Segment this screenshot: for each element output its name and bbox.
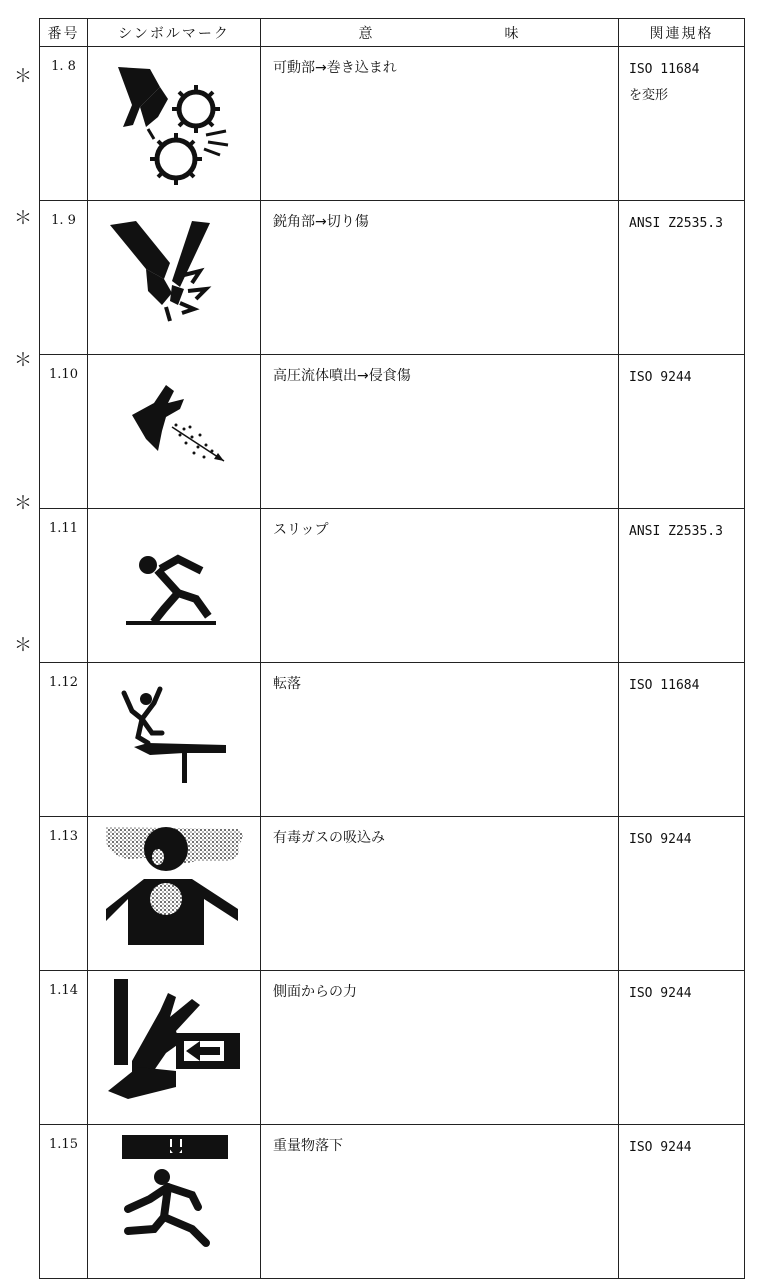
gear-entanglement-icon [88, 47, 261, 201]
header-meaning-part2: 味 [504, 25, 521, 42]
row-number: 1.11 [40, 509, 88, 663]
row-standard: ANSI Z2535.3 [619, 509, 745, 663]
row-number: 1.15 [40, 1125, 88, 1279]
row-marker: ＊ [14, 493, 32, 514]
table-row [40, 201, 745, 355]
row-meaning: 側面からの力 [261, 971, 619, 1125]
toxic-gas-icon [88, 817, 261, 971]
table-row [40, 1125, 745, 1279]
row-number: 1.13 [40, 817, 88, 971]
row-number: 1.14 [40, 971, 88, 1125]
header-standard: 関連規格 [619, 19, 745, 47]
fluid-injection-icon [88, 355, 261, 509]
slip-icon [88, 509, 261, 663]
row-number: 1. 9 [40, 201, 88, 355]
row-standard: ISO 9244 [619, 355, 745, 509]
row-standard: ISO 9244 [619, 971, 745, 1125]
row-meaning: 重量物落下 [261, 1125, 619, 1279]
header-meaning [261, 19, 619, 47]
row-standard: ISO 11684 を変形 [619, 47, 745, 201]
header-meaning-part1: 意 [358, 25, 375, 42]
hand-cut-icon [88, 201, 261, 355]
table-row [40, 971, 745, 1125]
header-row [40, 19, 745, 47]
row-meaning: スリップ [261, 509, 619, 663]
header-number: 番号 [40, 19, 88, 47]
row-marker: ＊ [14, 350, 32, 371]
row-marker: ＊ [14, 66, 32, 87]
row-marker: ＊ [14, 208, 32, 229]
row-meaning: 鋭角部→切り傷 [261, 201, 619, 355]
row-number: 1. 8 [40, 47, 88, 201]
header-symbol: シンボルマーク [88, 19, 261, 47]
row-meaning: 可動部→巻き込まれ [261, 47, 619, 201]
table-row [40, 663, 745, 817]
safety-symbol-table [39, 18, 745, 1279]
row-standard: ISO 9244 [619, 1125, 745, 1279]
falling-object-icon [88, 1125, 261, 1279]
row-number: 1.12 [40, 663, 88, 817]
row-meaning: 高圧流体噴出→侵食傷 [261, 355, 619, 509]
table-row [40, 355, 745, 509]
row-meaning: 有毒ガスの吸込み [261, 817, 619, 971]
fall-icon [88, 663, 261, 817]
row-standard: ISO 9244 [619, 817, 745, 971]
table-row [40, 47, 745, 201]
table-row [40, 509, 745, 663]
side-force-icon [88, 971, 261, 1125]
row-marker: ＊ [14, 635, 32, 656]
table-row [40, 817, 745, 971]
row-standard: ANSI Z2535.3 [619, 201, 745, 355]
row-standard: ISO 11684 [619, 663, 745, 817]
row-meaning: 転落 [261, 663, 619, 817]
row-number: 1.10 [40, 355, 88, 509]
